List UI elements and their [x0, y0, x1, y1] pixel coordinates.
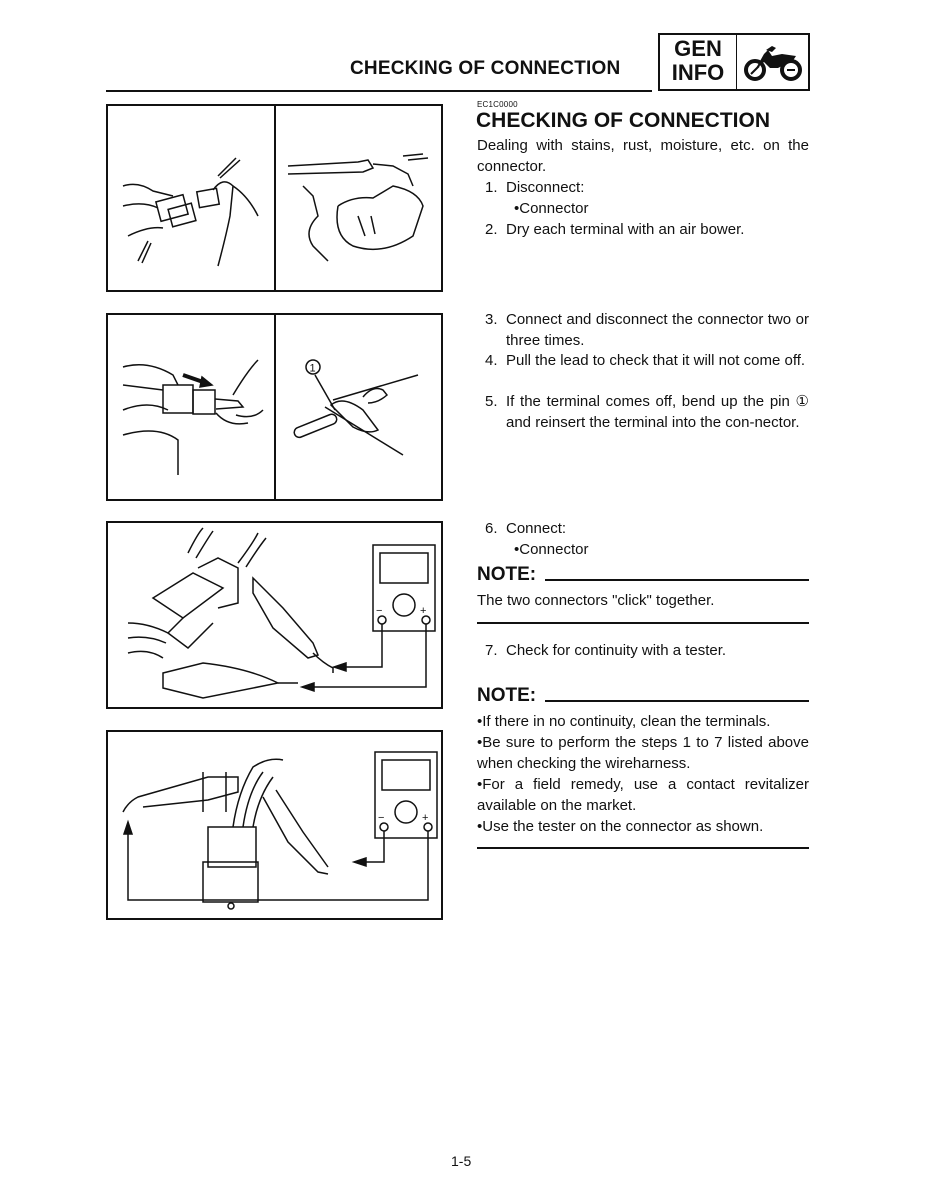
- badge-line1: GEN: [674, 36, 722, 61]
- hands-separating-connector-drawing: [118, 146, 268, 276]
- note-2-item-1: •If there in no continuity, clean the terminals.: [477, 713, 771, 730]
- step-4-number: 4.: [485, 352, 498, 369]
- note-2-label: NOTE:: [477, 685, 537, 706]
- note-2-end-rule: [477, 847, 809, 849]
- note-2-item-4: •Use the tester on the connector as shown.: [477, 818, 764, 835]
- header-rule: [106, 90, 652, 92]
- step-6-sub: •Connector: [514, 541, 589, 558]
- section-code: EC1C0000: [477, 100, 518, 109]
- pull-lead-and-pin-illustration: [106, 313, 443, 501]
- panel-divider: [274, 315, 276, 499]
- step-1-number: 1.: [485, 179, 498, 196]
- badge-text: [660, 35, 737, 89]
- note-2-label-rule: [545, 700, 809, 702]
- step-3-number: 3.: [485, 311, 498, 328]
- motorcycle-icon: [737, 35, 808, 89]
- step-5-number: 5.: [485, 393, 498, 410]
- air-blower-drying-drawing: [283, 146, 438, 276]
- pin-callout-number: 1: [309, 362, 316, 375]
- tester-continuity-illustration-2: [106, 730, 443, 920]
- step-1-sub: •Connector: [514, 200, 589, 217]
- terminal-pin-drawing: [283, 355, 438, 485]
- tester-connector-drawing-2: [108, 732, 443, 920]
- tester-plus-label: +: [420, 605, 427, 617]
- panel-divider: [274, 106, 276, 290]
- tester-minus-label: −: [376, 605, 383, 617]
- tester-minus-label: −: [378, 812, 385, 824]
- note-1-label: NOTE:: [477, 564, 537, 585]
- step-2-number: 2.: [485, 221, 498, 238]
- step-3-text: Connect and disconnect the connector two or three times.: [506, 311, 809, 349]
- tester-continuity-illustration-1: [106, 521, 443, 709]
- step-5-text: If the terminal comes off, bend up the pin ① and reinsert the terminal into the con-nector.: [506, 393, 809, 431]
- step-7-number: 7.: [485, 642, 498, 659]
- pulling-lead-drawing: [118, 355, 268, 485]
- step-4-text: Pull the lead to check that it will not come off.: [506, 352, 806, 369]
- tester-connector-drawing-1: [108, 523, 443, 709]
- step-2-text: Dry each terminal with an air bower.: [506, 221, 745, 238]
- tester-plus-label: +: [422, 812, 429, 824]
- step-6-number: 6.: [485, 520, 498, 537]
- note-2-item-3: •For a field remedy, use a contact revitalizer available on the market.: [477, 776, 809, 814]
- page-header-title: CHECKING OF CONNECTION: [350, 58, 621, 79]
- note-1-item: The two connectors "click" together.: [477, 592, 715, 609]
- note-2-item-2: •Be sure to perform the steps 1 to 7 listed above when checking the wireharness.: [477, 734, 809, 772]
- note-1-end-rule: [477, 622, 809, 624]
- disconnect-and-dry-illustration: [106, 104, 443, 292]
- badge-line2: INFO: [671, 60, 725, 85]
- section-title: CHECKING OF CONNECTION: [476, 109, 770, 132]
- intro-paragraph: Dealing with stains, rust, moisture, etc. on the connector.: [477, 137, 809, 175]
- step-7-text: Check for continuity with a tester.: [506, 642, 727, 659]
- note-1-label-rule: [545, 579, 809, 581]
- gen-info-badge: [658, 33, 810, 91]
- step-1-text: Disconnect:: [506, 179, 585, 196]
- page-number: 1-5: [451, 1153, 472, 1169]
- step-6-text: Connect:: [506, 520, 567, 537]
